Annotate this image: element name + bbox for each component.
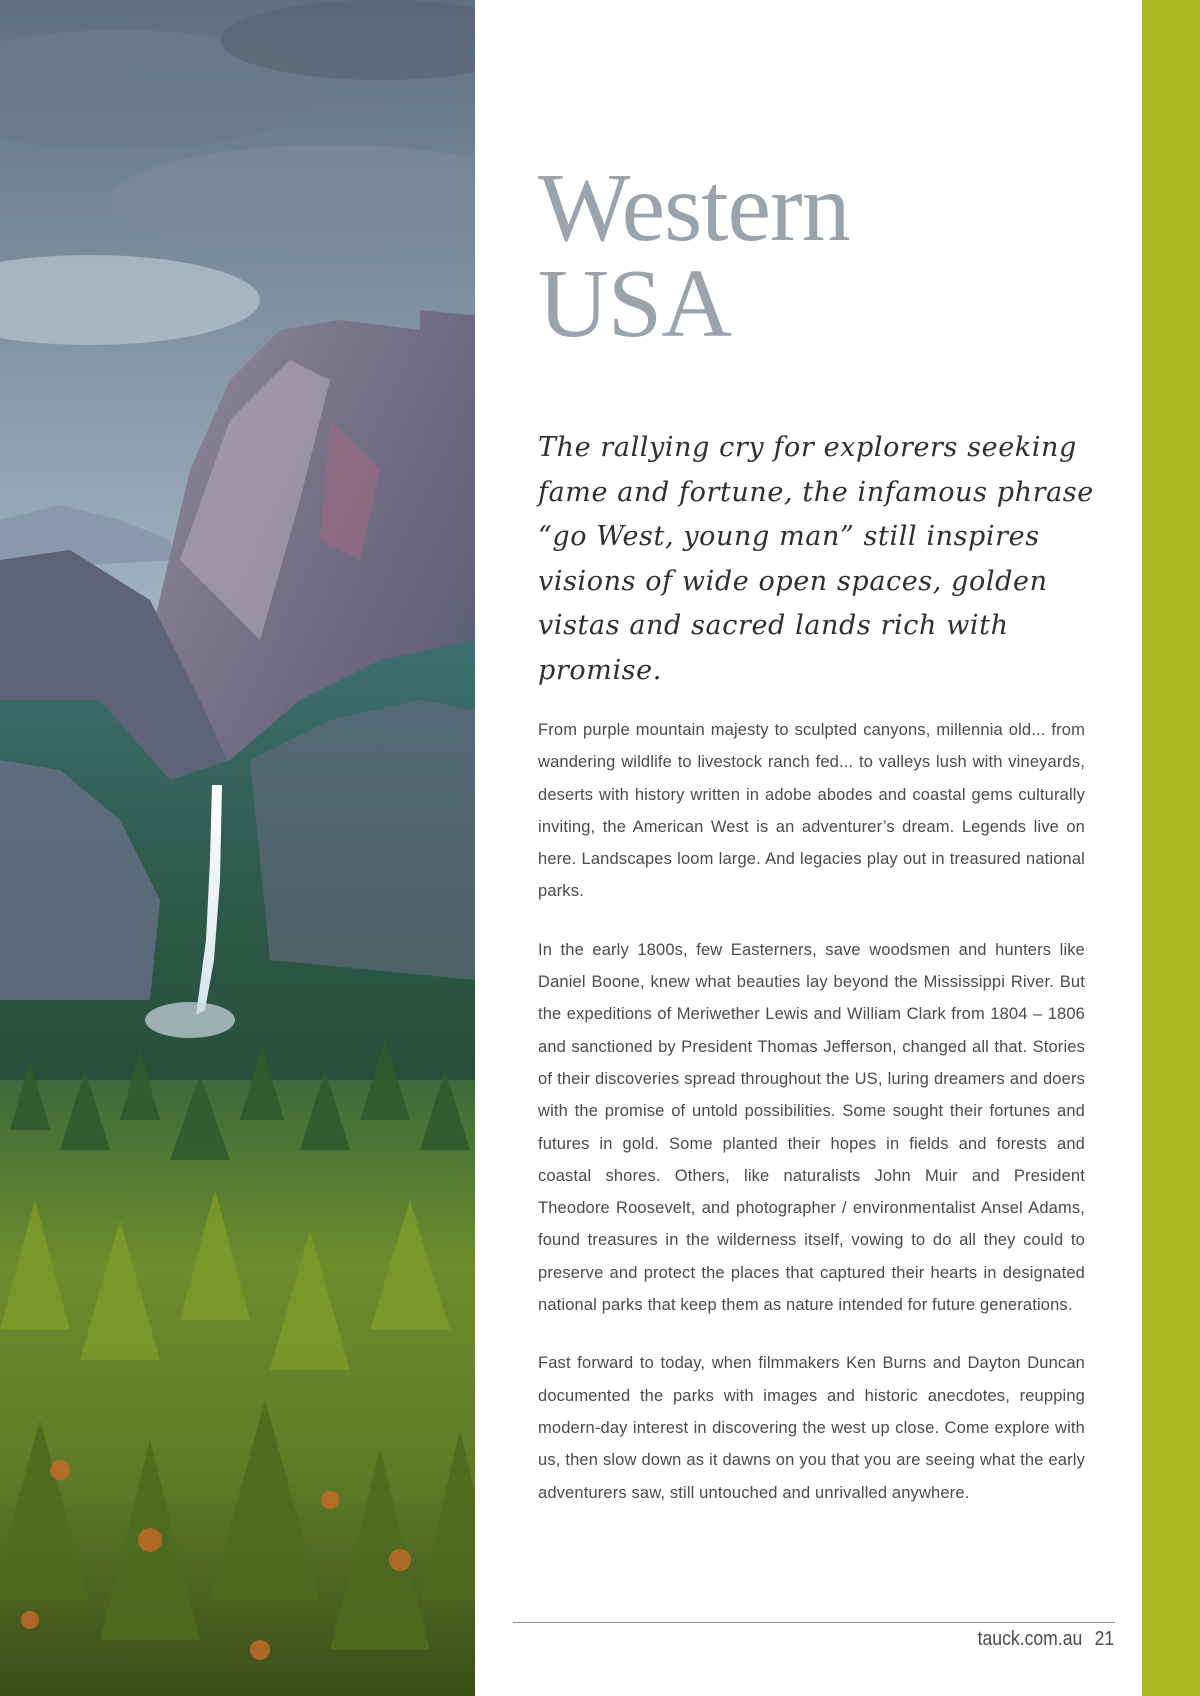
page-title — [538, 154, 850, 358]
body-paragraph: In the early 1800s, few Easterners, save woodsmen and hunters like Daniel Boone, knew what beauties lay beyond the Mississippi River. But the expeditions of Meriwether Lewis and William Clark from 1804 – 1806 and sanctioned by President Thomas Jefferson, changed all that. Stories of their discoveries spread throughout the US, luring dreamers and doers with the promise of untold possibilities. Some sought their fortunes and futures in gold. Some planted their hopes in fields and forests and coastal shores. Others, like naturalists John Muir and President Theodore Roosevelt, and photographer / environmentalist Ansel Adams, found treasures in the wilderness itself, vowing to do all they could to preserve and protect the places that captured their hearts in designated national parks that keep them as nature intended for future generations. — [538, 940, 1085, 1315]
hero-photo — [0, 0, 475, 1696]
footer-site-link[interactable]: tauck.com.au — [977, 1628, 1083, 1650]
body-copy — [538, 714, 1085, 1535]
intro-quote: The rallying cry for explorers seeking fame and fortune, the infamous phrase “go West, young man” still inspires visions of wide open spaces, golden vistas and sacred lands rich with promise. — [538, 432, 1094, 686]
page-footer — [977, 1628, 1114, 1651]
title-line-2: USA — [538, 250, 732, 358]
accent-bar — [1142, 0, 1200, 1696]
page-number: 21 — [1094, 1628, 1114, 1650]
body-paragraph: From purple mountain majesty to sculpted canyons, millennia old... from wandering wildlife to livestock ranch fed... to valleys lush with vineyards, deserts with history written in adobe abodes and coastal gems culturally inviting, the American West is an adventurer’s dream. Legends live on here. Landscapes loom large. And legacies play out in treasured national parks. — [538, 721, 1085, 901]
body-paragraph: Fast forward to today, when filmmakers Ken Burns and Dayton Duncan documented the parks with images and historic anecdotes, reupping modern-day interest in discovering the west up close. Come explore with us, then slow down as it dawns on you that you are seeing what the early adventurers saw, still untouched and unrivalled anywhere. — [538, 1354, 1085, 1502]
footer-divider — [513, 1622, 1115, 1623]
title-line-1: Western — [538, 154, 850, 262]
